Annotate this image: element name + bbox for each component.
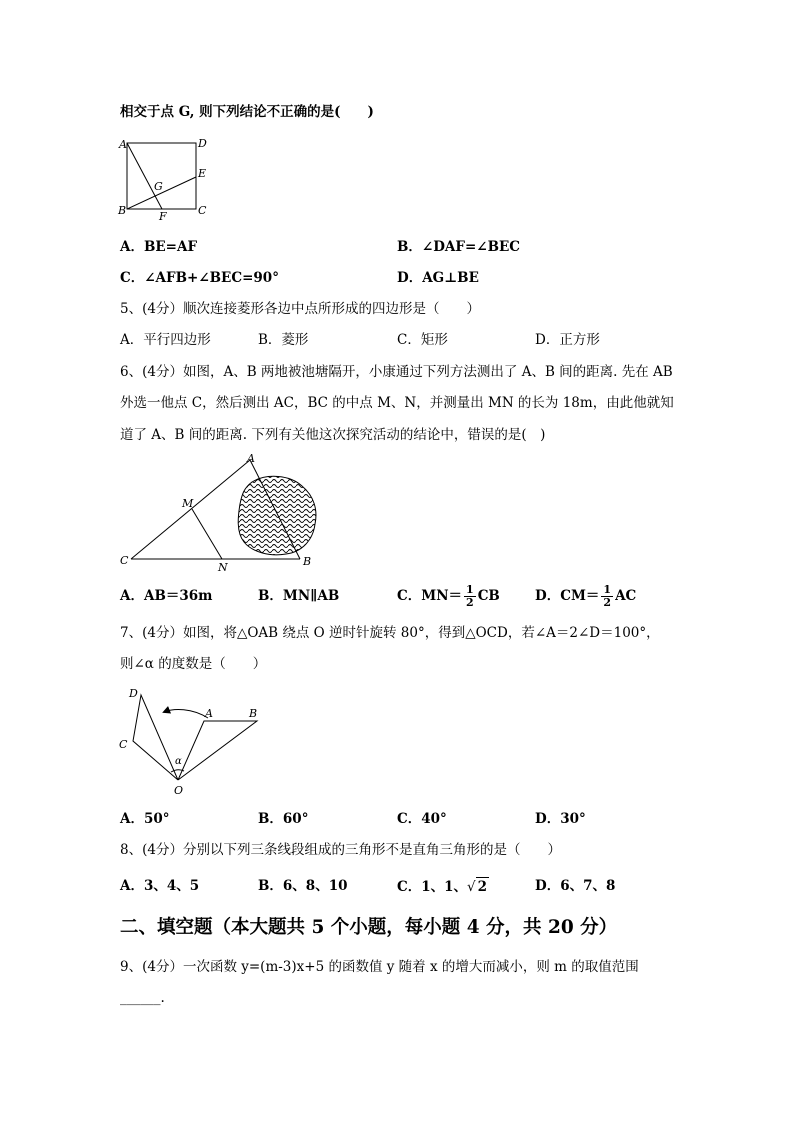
q5-option-b[interactable]: B．菱形 <box>258 332 309 348</box>
label-g: G <box>154 180 163 193</box>
label-c: C <box>198 204 207 217</box>
fraction-denominator: 2 <box>603 596 612 609</box>
q6-option-c-suffix: CB <box>477 588 500 604</box>
fraction-numerator: 1 <box>603 583 612 596</box>
label-c: C <box>119 738 128 751</box>
label-d: D <box>198 137 207 150</box>
q4-option-a[interactable]: A．BE=AF <box>120 239 198 255</box>
label-alpha: α <box>175 756 182 767</box>
q6-stem-line1: 6、(4分）如图，A、B 两地被池塘隔开，小康通过下列方法测出了 A、B 间的距离. 先在 AB <box>120 364 673 380</box>
fraction-half <box>464 584 476 609</box>
q8-option-a[interactable]: A．3、4、5 <box>120 878 200 894</box>
q6-option-b[interactable]: B．MN∥AB <box>258 588 340 604</box>
label-c: C <box>120 554 129 567</box>
q6-option-a[interactable]: A．AB＝36m <box>120 588 213 604</box>
q4-option-d[interactable]: D．AG⊥BE <box>397 270 479 286</box>
label-a: A <box>205 707 213 720</box>
square-abcd <box>127 143 196 209</box>
label-a: A <box>247 452 255 465</box>
q7-option-d[interactable]: D．30° <box>535 811 586 827</box>
q6-option-d-prefix: D．CM＝ <box>535 588 600 604</box>
label-m: M <box>182 497 194 510</box>
q7-option-c[interactable]: C．40° <box>397 811 447 827</box>
sqrt-sign: √ <box>467 879 476 895</box>
q6-option-c-prefix: C．MN＝ <box>397 588 463 604</box>
q4-figure <box>112 134 212 224</box>
q7-option-b[interactable]: B．60° <box>258 811 309 827</box>
label-e: E <box>198 167 207 180</box>
label-a: A <box>119 138 127 151</box>
q6-option-d-suffix: AC <box>615 588 637 604</box>
q6-option-d[interactable] <box>535 579 636 613</box>
label-b: B <box>118 204 127 217</box>
q8-option-d[interactable]: D．6、7、8 <box>535 878 616 894</box>
q4-stem-end: 相交于点 G, 则下列结论不正确的是( ) <box>120 104 374 120</box>
q7-stem-line1: 7、(4分）如图，将△OAB 绕点 O 逆时针旋转 80°，得到△OCD，若∠A＝2∠D＝100°， <box>120 625 660 641</box>
triangle-oab <box>178 721 257 780</box>
q6-stem-line3: 道了 A、B 间的距离. 下列有关他这次探究活动的结论中，错误的是( ) <box>120 427 546 443</box>
q8-stem: 8、(4分）分别以下列三条线段组成的三角形不是直角三角形的是（ ） <box>120 842 561 858</box>
q7-stem-line2: 则∠α 的度数是（ ） <box>120 656 267 672</box>
q6-option-c[interactable] <box>397 579 500 613</box>
q4-option-b[interactable]: B．∠DAF=∠BEC <box>397 239 521 255</box>
label-b: B <box>303 555 312 568</box>
label-f: F <box>159 210 167 223</box>
q8-option-c-prefix: C．1、1、 <box>397 879 468 895</box>
label-n: N <box>218 561 228 574</box>
pond <box>238 476 316 555</box>
label-o: O <box>174 784 184 797</box>
q6-stem-line2: 外选一他点 C，然后测出 AC，BC 的中点 M、N，并测量出 MN 的长为 18m，由此他就知 <box>120 395 674 411</box>
q9-answer-blank[interactable]: ______. <box>120 990 165 1006</box>
q4-option-c[interactable]: C．∠AFB+∠BEC=90° <box>120 270 279 286</box>
section-heading-fill-blank: 二、填空题（本大题共 5 个小题，每小题 4 分，共 20 分） <box>120 917 618 938</box>
triangle-ocd <box>133 695 178 780</box>
q5-option-c[interactable]: C．矩形 <box>397 332 448 348</box>
label-d: D <box>129 687 138 700</box>
label-b: B <box>249 707 258 720</box>
q7-figure <box>112 682 272 800</box>
q8-option-c[interactable] <box>397 877 489 896</box>
q5-option-d[interactable]: D．正方形 <box>535 332 600 348</box>
q5-stem: 5、(4分）顺次连接菱形各边中点所形成的四边形是（ ） <box>120 301 480 317</box>
q9-stem-line1: 9、(4分）一次函数 y=(m-3)x+5 的函数值 y 随着 x 的增大而减小，则 m 的取值范围 <box>120 959 639 975</box>
fraction-half <box>601 584 613 609</box>
q6-figure <box>112 448 332 578</box>
fraction-numerator: 1 <box>466 583 474 596</box>
q5-option-a[interactable]: A．平行四边形 <box>120 332 211 348</box>
rotation-arrow <box>164 710 208 718</box>
segment-mn <box>192 509 222 559</box>
fraction-denominator: 2 <box>466 596 474 609</box>
q8-option-b[interactable]: B．6、8、10 <box>258 878 348 894</box>
q7-option-a[interactable]: A．50° <box>120 811 170 827</box>
sqrt-radicand: 2 <box>477 879 488 895</box>
segment-af <box>127 143 162 209</box>
